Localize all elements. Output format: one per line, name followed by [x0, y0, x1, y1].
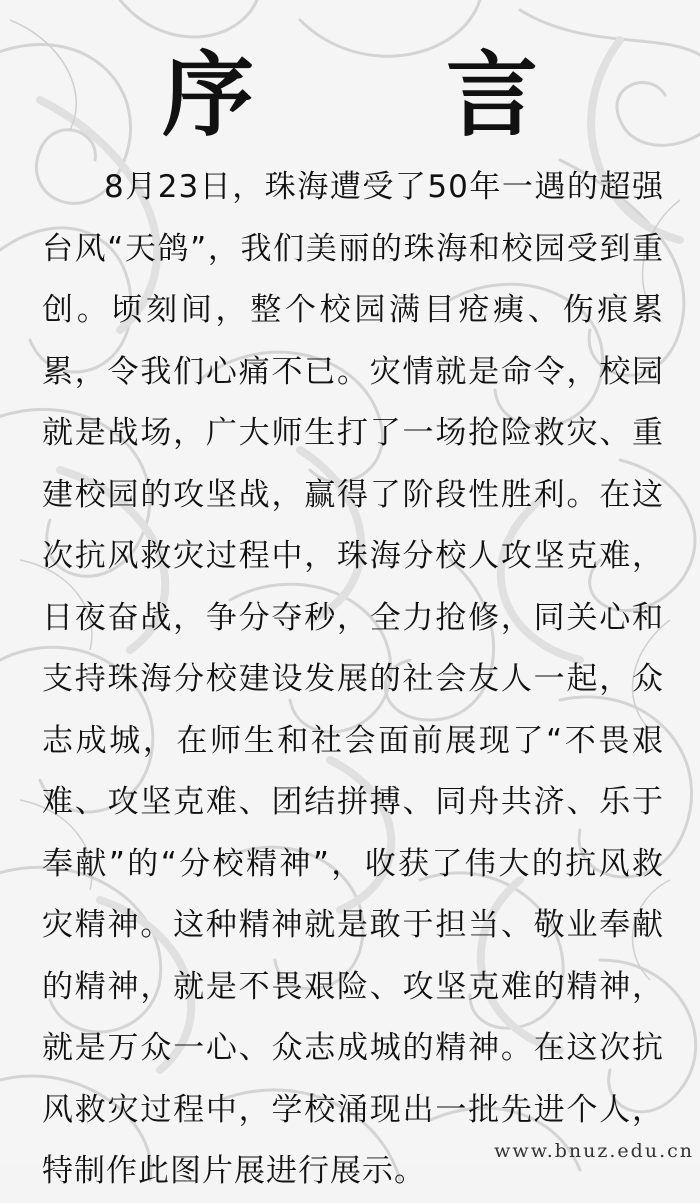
page-title: 序 言	[161, 41, 619, 149]
website-watermark: www.bnuz.edu.cn	[494, 1140, 694, 1162]
preface-paragraph: 8月23日，珠海遭受了50年一遇的超强台风“天鸽”，我们美丽的珠海和校园受到重创。顷刻间，整个校园满目疮痍、伤痕累累，令我们心痛不已。灾情就是命令，校园就是战场，广大师生打了一场抢险救灾、重建校园的攻坚战，赢得了阶段性胜利。在这次抗风救灾过程中，珠海分校人攻坚克难，日夜奋战，争分夺秒，全力抢修，同关心和支持珠海分校建设发展的社会友人一起，众志成城，在师生和社会面前展现了“不畏艰难、攻坚克难、团结拼搏、同舟共济、乐于奉献”的“分校精神”，收获了伟大的抗风救灾精神。这种精神就是敢于担当、敬业奉献的精神，就是不畏艰险、攻坚克难的精神，就是万众一心、众志成城的精神。在这次抗风救灾过程中，学校涌现出一批先进个人，特制作此图片展进行展示。	[42, 169, 664, 1189]
